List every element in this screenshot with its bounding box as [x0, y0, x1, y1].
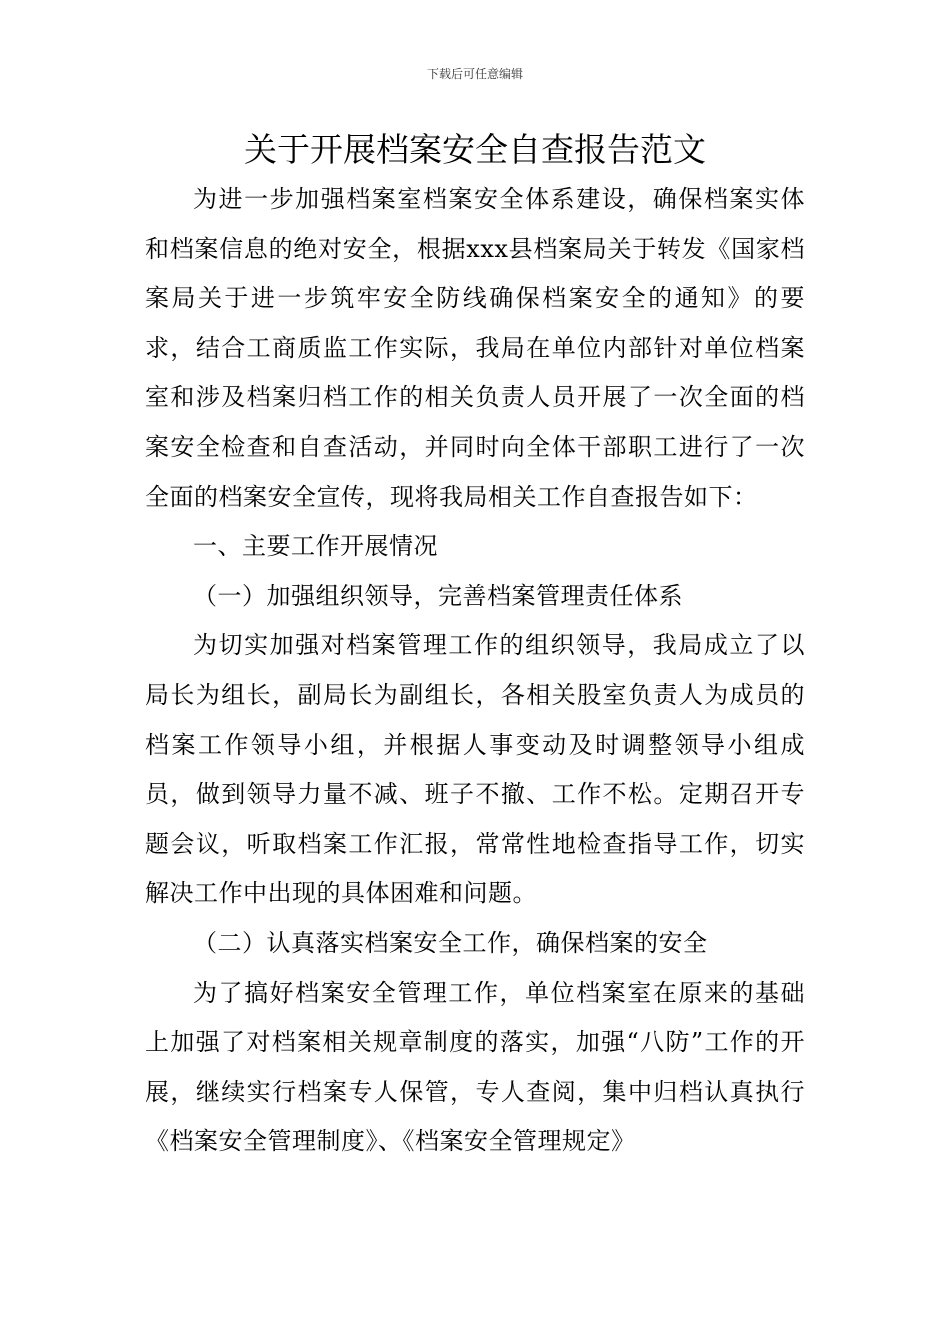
- section-heading-1: 一、主要工作开展情况: [193, 532, 438, 561]
- paragraph-organization: 为切实加强对档案管理工作的组织领导，我局成立了以局长为组长，副局长为副组长，各相关股室负责人为成员的档案工作领导小组，并根据人事变动及时调整领导小组成员，做到领导力量不减、班子不撤、工作不松。定期召开专题会议，听取档案工作汇报，常常性地检查指导工作，切实解决工作中出现的具体困难和问题。: [145, 631, 805, 908]
- paragraph-safety: 为了搞好档案安全管理工作，单位档案室在原来的基础上加强了对档案相关规章制度的落实，加强“八防”工作的开展，继续实行档案专人保管，专人查阅，集中归档认真执行《档案安全管理制度》、《档案安全管理规定》: [145, 978, 805, 1156]
- paragraph-intro: 为进一步加强档案室档案安全体系建设，确保档案实体和档案信息的绝对安全，根据xxx县档案局关于转发《国家档案局关于进一步筑牢安全防线确保档案安全的通知》的要求，结合工商质监工作实际，我局在单位内部针对单位档案室和涉及档案归档工作的相关负责人员开展了一次全面的档案安全检查和自查活动，并同时向全体干部职工进行了一次全面的档案安全宣传，现将我局相关工作自查报告如下：: [145, 185, 805, 511]
- header-note: 下载后可任意编辑: [426, 67, 523, 81]
- subsection-heading-2: （二）认真落实档案安全工作，确保档案的安全: [193, 928, 708, 957]
- document-body: [145, 175, 805, 1167]
- subsection-heading-1: （一）加强组织领导，完善档案管理责任体系: [193, 581, 683, 610]
- document-title: 关于开展档案安全自查报告范文: [244, 130, 706, 169]
